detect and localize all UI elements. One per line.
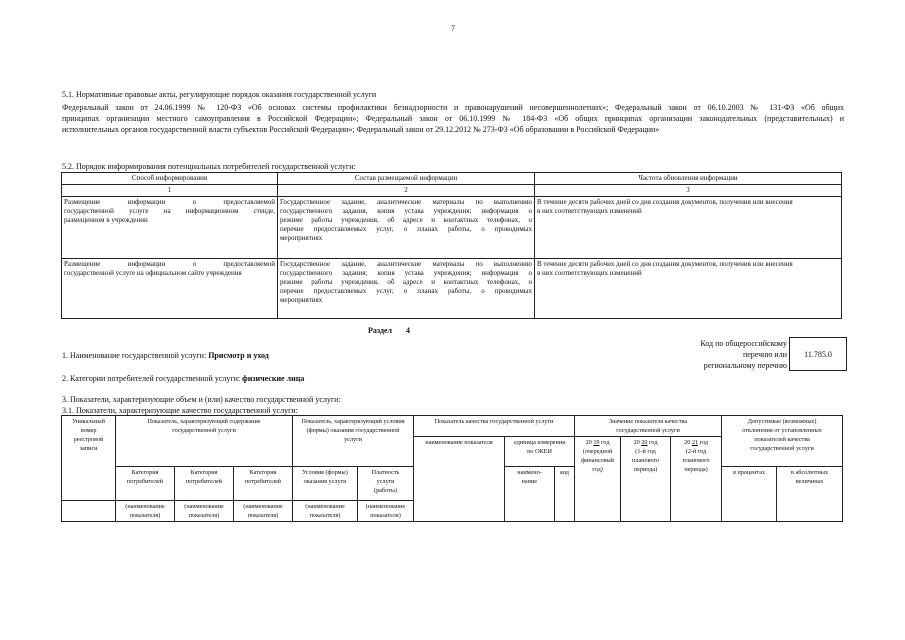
text-line: наимено- <box>517 469 542 476</box>
row1-content <box>278 197 535 259</box>
text-line: Показатель, характеризующий условия <box>301 418 405 425</box>
item-1-label: 1. Наименование государственной услуги: <box>62 351 209 360</box>
category-header-2 <box>175 467 234 501</box>
indicator-name-header: наименование показателя <box>414 437 505 522</box>
text-line: год <box>647 439 658 446</box>
year-1-header <box>575 437 621 522</box>
text-line: государственной услуге на информационном стенде, <box>64 207 275 215</box>
col-num-1: 1 <box>62 185 278 197</box>
text-line: государственной услуги <box>172 427 236 434</box>
section-5-1-text <box>62 102 844 135</box>
law-line-2: принципах организации местного самоуправления в Российской Федерации»; Федеральный закон от 06.10.1999 № 184-ФЗ «Об общих принципах организации законодательных (представительных) и <box>62 114 844 123</box>
conditions-form-header <box>293 467 358 501</box>
text-line: Категория <box>131 469 159 476</box>
text-line: Допустимые (возможные) <box>747 418 817 425</box>
service-name: Присмотр и уход <box>208 351 269 360</box>
text-line: периода) <box>684 466 708 473</box>
row1-frequency <box>535 197 842 259</box>
text-line: показателя) <box>370 512 401 519</box>
text-line: номер <box>80 427 97 434</box>
text-line: периода) <box>633 466 658 473</box>
row1-method <box>62 197 278 259</box>
col-header-content: Состав размещаемой информации <box>278 173 535 185</box>
text-line: услуги <box>376 478 395 485</box>
quality-values-header <box>575 416 722 437</box>
law-line-3: исполнительных органов государственной власти субъектов Российской Федерации»; Федеральный закон от 29.12.2012 № 273-ФЗ «Об образовании в Российской Федерации» <box>62 125 660 134</box>
text-line: государственного задания; копия устава учреждения; информация о <box>280 269 532 277</box>
text-line: показателей качества <box>754 436 810 443</box>
text-line: потребителей <box>127 478 163 485</box>
code-value: 11.785.0 <box>804 349 832 359</box>
text-line: режиме работы учреждения, об адресе и контактных телефонах, о <box>280 216 532 224</box>
code-label <box>700 338 787 371</box>
condition-indicator-header <box>293 416 414 467</box>
text-line: год) <box>592 466 603 473</box>
naming-note-5 <box>358 501 414 522</box>
unique-number-header <box>62 416 116 501</box>
year-1-value: 19 <box>593 439 600 446</box>
text-line: Платность <box>371 469 400 476</box>
table-row <box>62 259 842 319</box>
naming-note-4 <box>293 501 358 522</box>
code-label-line: Код по общероссийскому <box>700 339 787 348</box>
text-line: режиме работы учреждения, об адресе и контактных телефонах, о <box>280 278 532 286</box>
text-line: реестровой <box>73 436 104 443</box>
quality-table <box>61 415 843 522</box>
row2-frequency <box>535 259 842 319</box>
text-line: (очередной <box>582 448 613 455</box>
page-number: 7 <box>451 24 455 33</box>
year-3-value: 21 <box>691 439 699 446</box>
section-number: 4 <box>406 326 411 335</box>
text-line: (наименование <box>184 503 224 510</box>
text-line: 20 <box>633 439 642 446</box>
section-5-1-title: 5.1. Нормативные правовые акты, регулирующие порядок оказания государственной услуги <box>62 90 377 99</box>
text-line: планового <box>632 457 660 464</box>
item-2-label: 2. Категории потребителей государственной услуги: <box>62 374 243 383</box>
col-num-2: 2 <box>278 185 535 197</box>
section-label: Раздел <box>368 326 393 335</box>
text-line: (наименование <box>305 503 345 510</box>
row2-method <box>62 259 278 319</box>
absolute-header <box>777 467 843 522</box>
item-3-1: 3.1. Показатели, характеризующие качество государственной услуги: <box>62 406 298 415</box>
col-header-frequency: Частота обновления информации <box>535 173 842 185</box>
text-line: государственной услуге на официальном сайте учреждения <box>64 269 242 277</box>
section-5-2-title: 5.2. Порядок информирования потенциальных потребителей государственной услуги: <box>62 162 356 171</box>
text-line: величинах <box>795 478 824 485</box>
text-line: мероприятиях <box>280 234 323 242</box>
text-line: Размещение информации о предоставляемой <box>64 198 275 206</box>
text-line: Показатель, характеризующий содержание <box>147 418 261 425</box>
year-2-value: 20 <box>641 439 648 446</box>
text-line: показателя) <box>129 512 161 519</box>
text-line: перечне предоставляемых услуг, о планах работы, о проводимых <box>280 287 532 295</box>
text-line: Условия (формы) <box>302 469 348 476</box>
section-heading <box>368 325 410 336</box>
text-line: (2-й год <box>685 448 707 455</box>
text-line: услуги <box>344 436 362 443</box>
text-line: 20 <box>585 439 594 446</box>
text-line: 20 <box>684 439 692 446</box>
text-line: мероприятиях <box>280 296 323 304</box>
okei-unit-header <box>505 437 575 467</box>
text-line: (наименование <box>125 503 165 510</box>
text-line: записи <box>79 445 98 452</box>
info-table <box>61 172 842 319</box>
col-header-method: Способ информирования <box>62 173 278 185</box>
text-line: показателя) <box>188 512 220 519</box>
quality-indicator-header: Показатель качества государственной услуги <box>414 416 575 437</box>
text-line: В течение десяти рабочих дней со дня создания документов, получения или внесения <box>537 260 793 268</box>
item-2 <box>62 373 304 384</box>
naming-note-3 <box>234 501 293 522</box>
text-line: Уникальный <box>72 418 105 425</box>
empty-cell <box>62 501 116 522</box>
row2-content <box>278 259 535 319</box>
naming-note-1 <box>116 501 175 522</box>
text-line: государственной услуги <box>750 445 814 452</box>
content-indicator-header <box>116 416 293 467</box>
unit-code-header: код <box>555 467 575 522</box>
text-line: единица измерения <box>514 439 566 446</box>
text-line: Категория <box>249 469 277 476</box>
law-line-1: Федеральный закон от 24.06.1999 № 120-ФЗ «Об основах системы профилактики безнадзорности и правонарушений несовершеннолетних»; Федеральный закон от 06.10.2003 № 131-ФЗ «Об общих <box>62 103 844 112</box>
text-line: (1-й год <box>635 448 656 455</box>
text-line: (наименование <box>243 503 283 510</box>
text-line: оказания услуги <box>303 478 347 485</box>
text-line: показателя) <box>247 512 279 519</box>
text-line: год <box>698 439 709 446</box>
text-line: показателя) <box>309 512 341 519</box>
unit-name-header <box>505 467 555 522</box>
percent-header: в процентах <box>722 467 777 522</box>
table-row <box>62 197 842 259</box>
text-line: государственной услуги <box>616 427 680 434</box>
code-value-box <box>789 337 847 371</box>
text-line: в них соответствующих изменений <box>537 207 642 215</box>
text-line: размещенном в учреждении <box>64 216 148 224</box>
code-label-line: региональному перечню <box>703 361 787 370</box>
col-num-3: 3 <box>535 185 842 197</box>
code-label-line: перечню или <box>742 350 787 359</box>
text-line: (наименование <box>365 503 406 510</box>
text-line: год <box>599 439 610 446</box>
text-line: В течение десяти рабочих дней со дня создания документов, получения или внесения <box>537 198 793 206</box>
text-line: по ОКЕИ <box>527 448 552 455</box>
item-3: 3. Показатели, характеризующие объем и (или) качество государственной услуги: <box>62 395 341 404</box>
text-line: (формы) оказания государственной <box>306 427 400 434</box>
naming-note-2 <box>175 501 234 522</box>
category-header-1 <box>116 467 175 501</box>
text-line: Государственное задание, аналитические материалы по выполнению <box>280 260 532 268</box>
year-2-header <box>621 437 671 522</box>
text-line: потребителей <box>186 478 222 485</box>
year-3-header <box>671 437 722 522</box>
text-line: планового <box>682 457 710 464</box>
text-line: государственного задания, копия устава учреждения; информация о <box>280 207 532 215</box>
text-line: в них соответствующих изменений <box>537 269 642 277</box>
deviation-header <box>722 416 843 467</box>
text-line: Категория <box>190 469 218 476</box>
text-line: в абсолютных <box>791 469 829 476</box>
consumer-category: физические лица <box>242 374 305 383</box>
text-line: (работы) <box>374 487 397 494</box>
payment-header <box>358 467 414 501</box>
item-1 <box>62 350 269 361</box>
text-line: Значение показателя качества <box>608 418 688 425</box>
text-line: Размещение информации о предоставляемой <box>64 260 275 268</box>
text-line: вание <box>522 478 537 485</box>
text-line: отклонения от установленных <box>742 427 822 434</box>
text-line: потребителей <box>245 478 281 485</box>
category-header-3 <box>234 467 293 501</box>
text-line: перечне предоставляемых услуг, о планах работы, о проводимых <box>280 225 532 233</box>
text-line: финансовый <box>581 457 614 464</box>
text-line: Государственное задание, аналитические материалы по выполнению <box>280 198 532 206</box>
